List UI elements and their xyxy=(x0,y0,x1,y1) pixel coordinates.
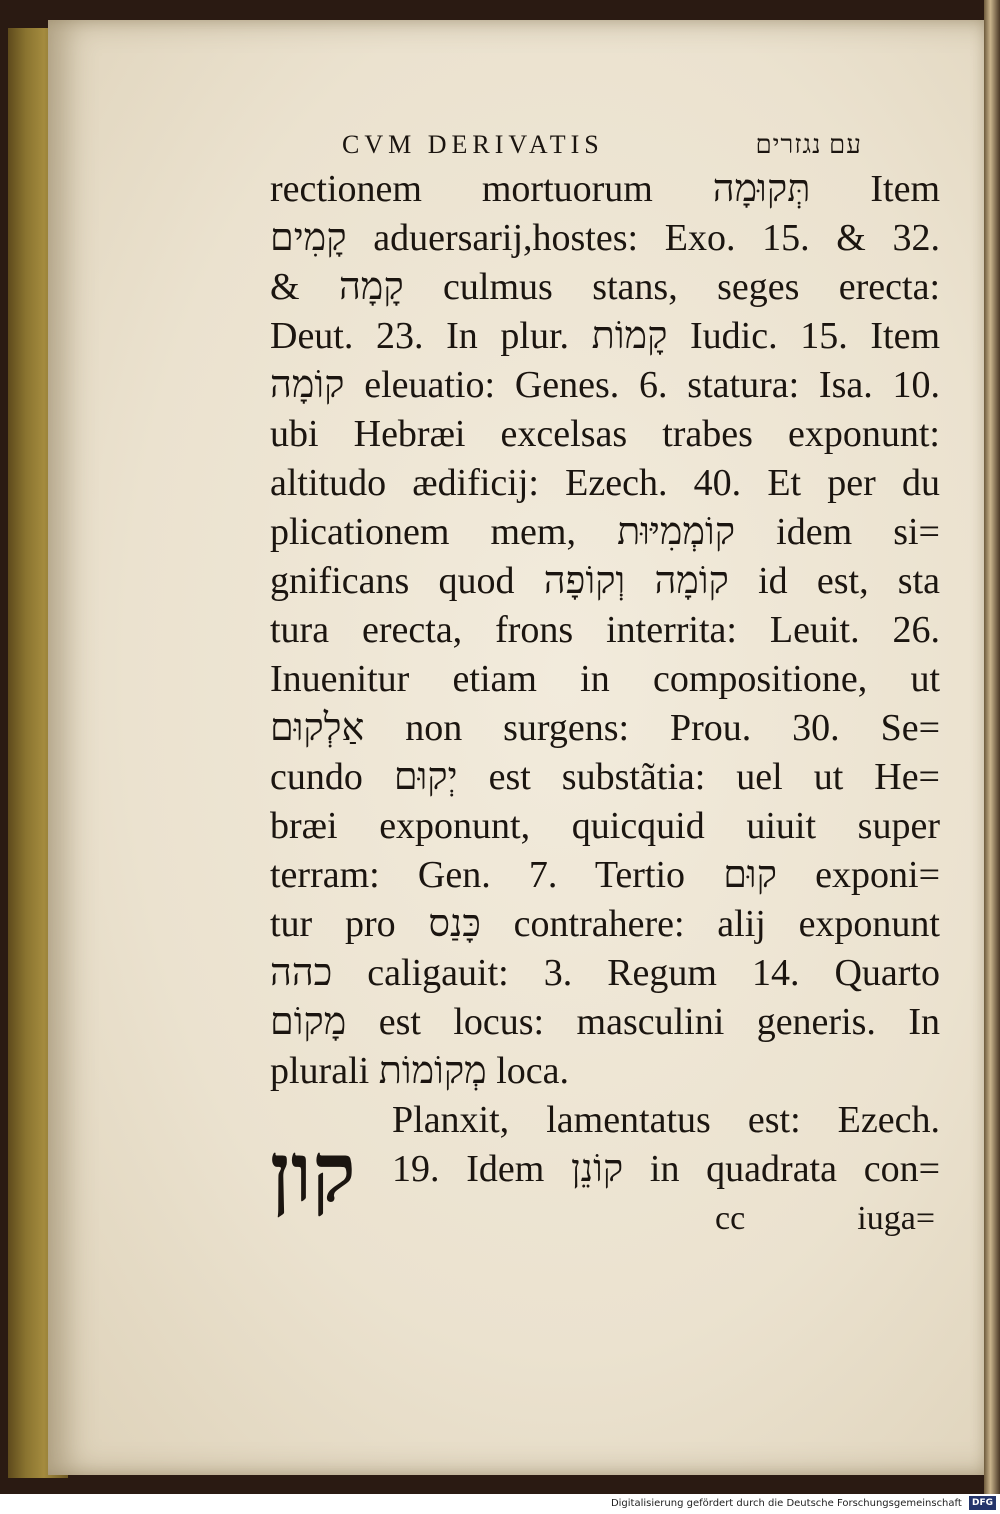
credit-text: Digitalisierung gefördert durch die Deutsche Forschungsgemeinschaft xyxy=(610,1498,962,1509)
text-line: altitudo ædificij: Ezech. 40. Et per du xyxy=(270,462,940,504)
text-line: gnificans quod קוֹמָה וְקוֹפָה id est, sta xyxy=(270,560,940,602)
text-line: plurali מְקוֹמוֹת loca. xyxy=(270,1050,570,1092)
page-text xyxy=(270,125,940,1243)
text-line: terram: Gen. 7. Tertio קוּם exponi= xyxy=(270,854,941,896)
dfg-logo-icon: DFG xyxy=(969,1496,996,1510)
entry-headword: קון xyxy=(270,1125,356,1221)
text-line: rectionem mortuorum תְּקוּמָה Item xyxy=(270,168,940,210)
text-line: tura erecta, frons interrita: Leuit. 26. xyxy=(270,609,940,651)
page-edge xyxy=(984,0,1000,1494)
signature-mark: cc xyxy=(715,1200,746,1237)
text-line: Deut. 23. In plur. קָמוֹת Iudic. 15. Item xyxy=(270,315,940,357)
text-line: cundo יְקוּם est substãtia: uel ut He= xyxy=(270,756,940,798)
text-line: אַלְקוּם non surgens: Prou. 30. Se= xyxy=(270,707,940,749)
text-line: Inuenitur etiam in compositione, ut xyxy=(270,658,940,700)
catchword: iuga= xyxy=(857,1200,935,1237)
text-line: plicationem mem, קוֹמְמִיּוּת idem si= xyxy=(270,511,940,553)
text-line: כהה caligauit: 3. Regum 14. Quarto xyxy=(270,952,940,994)
text-line: tur pro כָּנַס contrahere: alij exponunt xyxy=(270,903,940,945)
entry-line: 19. Idem קוֹנֵן in quadrata con= xyxy=(392,1148,941,1190)
text-line: קָמִים aduersarij,hostes: Exo. 15. & 32. xyxy=(270,217,940,259)
entry-line: Planxit, lamentatus est: Ezech. xyxy=(392,1099,940,1141)
text-line: bræi exponunt, quicquid uiuit super xyxy=(270,805,940,847)
running-header xyxy=(342,125,862,165)
page-footer xyxy=(270,1194,940,1243)
text-line: מָקוֹם est locus: masculini generis. In xyxy=(270,1001,940,1043)
text-line: קוֹמָה eleuatio: Genes. 6. statura: Isa. 10. xyxy=(270,364,940,406)
text-line: ubi Hebræi excelsas trabes exponunt: xyxy=(270,413,940,455)
text-line: & קָמָה culmus stans, seges erecta: xyxy=(270,266,941,308)
running-header-latin: CVM DERIVATIS xyxy=(342,130,604,159)
digitization-credit xyxy=(0,1494,1000,1514)
running-header-hebrew: עם נגזרים xyxy=(755,130,862,159)
